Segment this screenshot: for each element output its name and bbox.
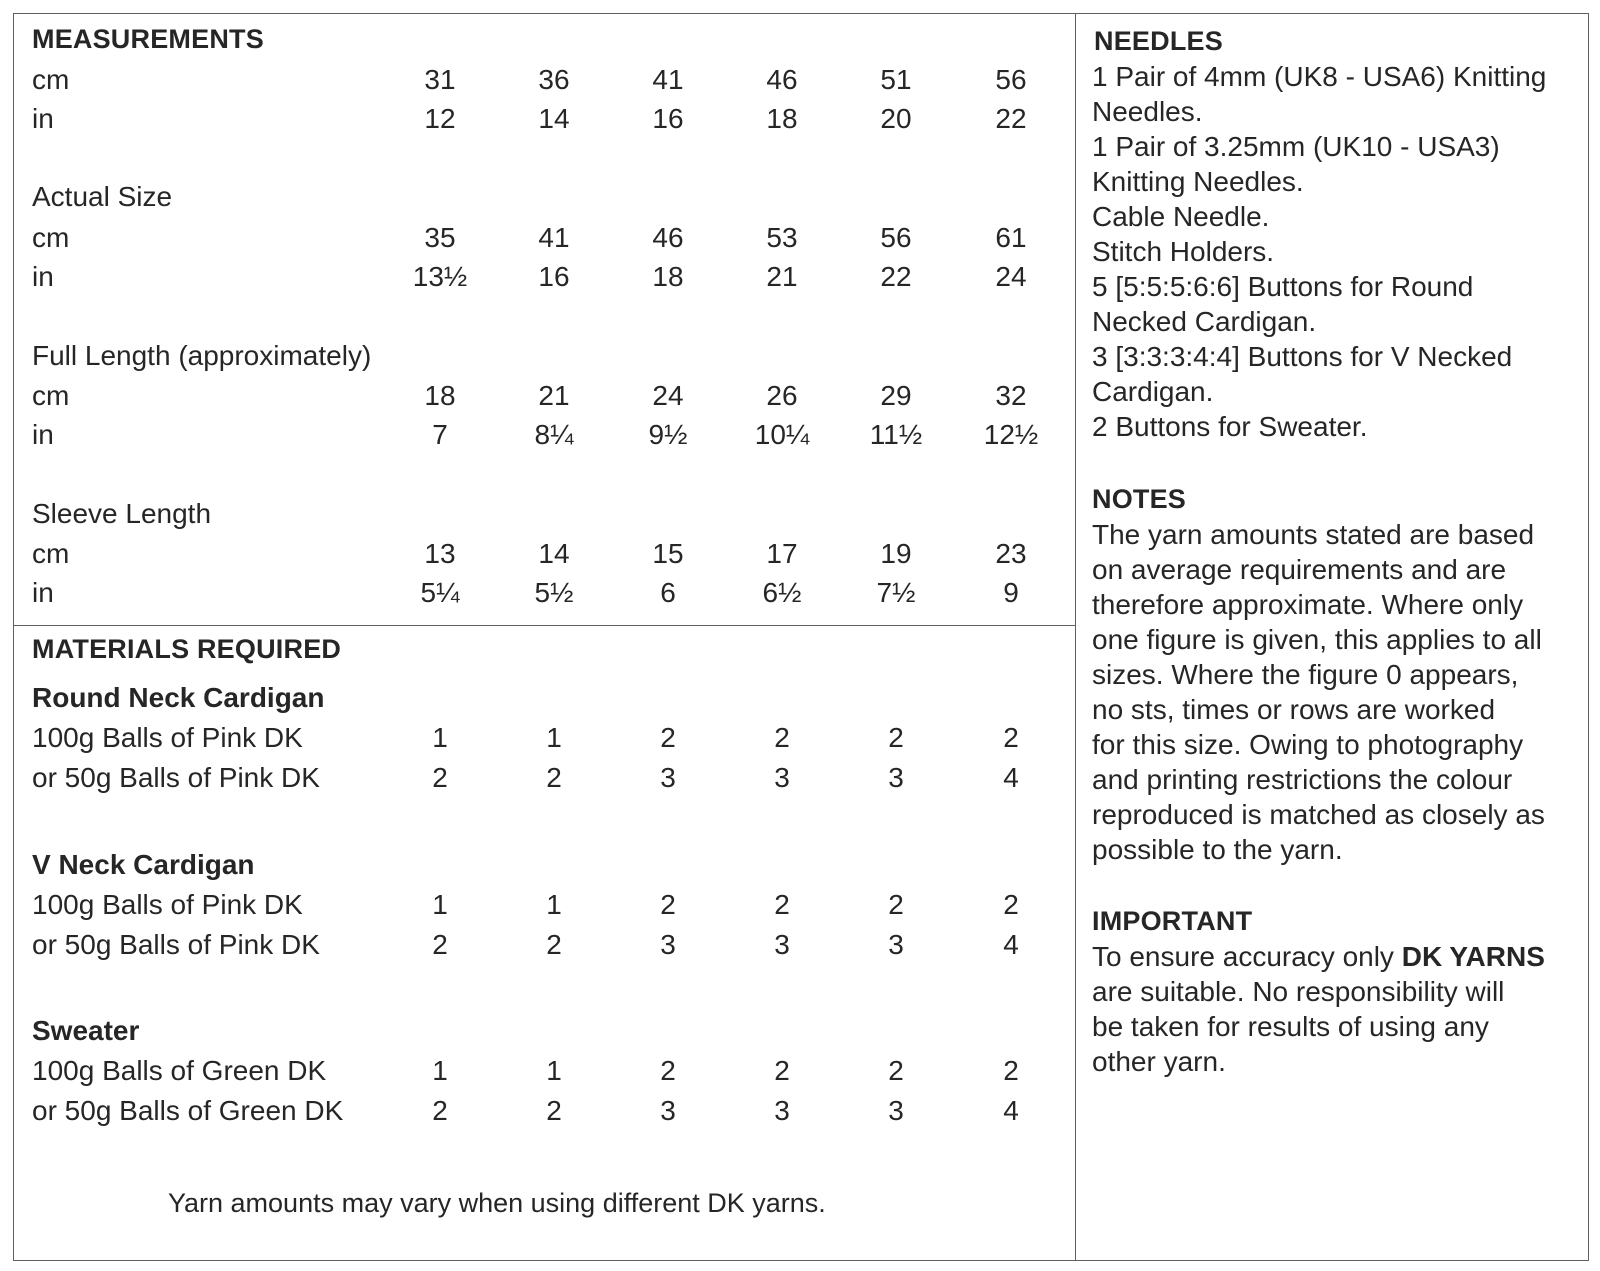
value-cell: 2	[432, 929, 448, 960]
needles-line: Needles.	[1092, 96, 1203, 127]
value-cell: 9½	[648, 419, 688, 450]
important-prefix: To ensure accuracy only	[1092, 941, 1402, 972]
value-cell: 16	[538, 261, 570, 292]
value-cell: 3	[660, 929, 676, 960]
value-cell: 7½	[876, 577, 916, 608]
value-cell: 18	[766, 103, 798, 134]
group-title-round-neck: Round Neck Cardigan	[32, 682, 325, 713]
value-cell: 12	[424, 103, 456, 134]
value-cell: 2	[1003, 889, 1019, 920]
important-heading: IMPORTANT	[1092, 906, 1253, 936]
needles-line: 5 [5:5:5:6:6] Buttons for Round	[1092, 271, 1474, 302]
value-cell: 16	[652, 103, 684, 134]
value-cell: 18	[424, 380, 456, 411]
section-divider	[13, 625, 1075, 626]
value-cell: 1	[432, 722, 448, 753]
value-cell: 2	[432, 1095, 448, 1126]
value-cell: 29	[880, 380, 912, 411]
needles-line: Necked Cardigan.	[1092, 306, 1317, 337]
value-cell: 6	[660, 577, 676, 608]
value-cell: 1	[546, 722, 562, 753]
notes-line: sizes. Where the figure 0 appears,	[1092, 659, 1519, 690]
row-label: or 50g Balls of Pink DK	[32, 929, 320, 960]
value-cell: 2	[660, 1055, 676, 1086]
important-line: be taken for results of using any	[1092, 1011, 1489, 1042]
value-cell: 21	[766, 261, 798, 292]
value-cell: 4	[1003, 1095, 1019, 1126]
materials-heading: MATERIALS REQUIRED	[32, 634, 342, 664]
value-cell: 14	[538, 538, 570, 569]
value-cell: 3	[888, 929, 904, 960]
value-cell: 1	[546, 889, 562, 920]
value-cell: 1	[546, 1055, 562, 1086]
value-cell: 2	[888, 1055, 904, 1086]
value-cell: 2	[546, 762, 562, 793]
row-label: in	[32, 103, 54, 134]
value-cell: 41	[652, 64, 684, 95]
value-cell: 3	[660, 762, 676, 793]
row-label: cm	[32, 380, 70, 411]
value-cell: 4	[1003, 929, 1019, 960]
value-cell: 2	[774, 722, 790, 753]
row-label: in	[32, 261, 54, 292]
group-title-sweater: Sweater	[32, 1015, 140, 1046]
value-cell: 2	[774, 1055, 790, 1086]
value-cell: 53	[766, 222, 798, 253]
value-cell: 6½	[762, 577, 802, 608]
notes-line: therefore approximate. Where only	[1092, 589, 1524, 620]
value-cell: 3	[774, 762, 790, 793]
value-cell: 46	[766, 64, 798, 95]
column-divider	[1075, 13, 1076, 1261]
needles-line: 2 Buttons for Sweater.	[1092, 411, 1368, 442]
important-line: are suitable. No responsibility will	[1092, 976, 1505, 1007]
value-cell: 35	[424, 222, 456, 253]
value-cell: 2	[888, 889, 904, 920]
notes-text	[1092, 517, 1592, 867]
value-cell: 3	[888, 1095, 904, 1126]
group-title-v-neck: V Neck Cardigan	[32, 849, 255, 880]
group-title-sleeve-length: Sleeve Length	[32, 498, 212, 529]
value-cell: 32	[995, 380, 1027, 411]
value-cell: 7	[432, 419, 448, 450]
value-cell: 1	[432, 1055, 448, 1086]
value-cell: 22	[880, 261, 912, 292]
value-cell: 2	[660, 889, 676, 920]
row-label: or 50g Balls of Green DK	[32, 1095, 344, 1126]
needles-line: Cable Needle.	[1092, 201, 1270, 232]
important-line: other yarn.	[1092, 1046, 1226, 1077]
notes-line: for this size. Owing to photography	[1092, 729, 1524, 760]
value-cell: 2	[546, 929, 562, 960]
dk-yarns-emphasis: DK YARNS	[1401, 941, 1545, 972]
value-cell: 15	[652, 538, 684, 569]
value-cell: 24	[995, 261, 1027, 292]
value-cell: 11½	[869, 419, 923, 450]
important-text	[1092, 939, 1592, 1079]
value-cell: 46	[652, 222, 684, 253]
value-cell: 2	[888, 722, 904, 753]
needles-line: 1 Pair of 3.25mm (UK10 - USA3)	[1092, 131, 1500, 162]
value-cell: 56	[995, 64, 1027, 95]
needles-line: Stitch Holders.	[1092, 236, 1275, 267]
value-cell: 8¼	[534, 419, 574, 450]
row-label: cm	[32, 538, 70, 569]
value-cell: 22	[995, 103, 1027, 134]
needles-list	[1092, 59, 1592, 444]
notes-line: reproduced is matched as closely as	[1092, 799, 1545, 830]
needles-line: Knitting Needles.	[1092, 166, 1304, 197]
row-label: or 50g Balls of Pink DK	[32, 762, 320, 793]
value-cell: 26	[766, 380, 798, 411]
row-label: in	[32, 419, 54, 450]
value-cell: 3	[888, 762, 904, 793]
value-cell: 56	[880, 222, 912, 253]
row-label: cm	[32, 64, 70, 95]
notes-heading: NOTES	[1092, 484, 1187, 514]
group-title-full-length: Full Length (approximately)	[32, 340, 372, 371]
value-cell: 3	[774, 929, 790, 960]
value-cell: 5¼	[420, 577, 460, 608]
value-cell: 18	[652, 261, 684, 292]
needles-line: Cardigan.	[1092, 376, 1214, 407]
value-cell: 17	[766, 538, 798, 569]
value-cell: 51	[880, 64, 912, 95]
value-cell: 20	[880, 103, 912, 134]
notes-line: one figure is given, this applies to all	[1092, 624, 1542, 655]
value-cell: 2	[1003, 722, 1019, 753]
notes-line: on average requirements and are	[1092, 554, 1507, 585]
row-label: in	[32, 577, 54, 608]
group-title-actual-size: Actual Size	[32, 181, 173, 212]
row-label: 100g Balls of Pink DK	[32, 722, 303, 753]
value-cell: 5½	[534, 577, 574, 608]
value-cell: 41	[538, 222, 570, 253]
value-cell: 2	[1003, 1055, 1019, 1086]
notes-line: The yarn amounts stated are based	[1092, 519, 1535, 550]
value-cell: 10¼	[754, 419, 810, 450]
value-cell: 2	[546, 1095, 562, 1126]
value-cell: 3	[774, 1095, 790, 1126]
value-cell: 14	[538, 103, 570, 134]
value-cell: 36	[538, 64, 570, 95]
notes-line: possible to the yarn.	[1092, 834, 1343, 865]
row-label: cm	[32, 222, 70, 253]
needles-heading: NEEDLES	[1094, 26, 1223, 56]
important-line	[1092, 939, 1592, 974]
row-label: 100g Balls of Green DK	[32, 1055, 327, 1086]
value-cell: 2	[774, 889, 790, 920]
value-cell: 2	[432, 762, 448, 793]
value-cell: 24	[652, 380, 684, 411]
value-cell: 21	[538, 380, 570, 411]
value-cell: 2	[660, 722, 676, 753]
row-label: 100g Balls of Pink DK	[32, 889, 303, 920]
measurements-heading: MEASUREMENTS	[32, 24, 264, 54]
value-cell: 1	[432, 889, 448, 920]
notes-line: no sts, times or rows are worked	[1092, 694, 1496, 725]
value-cell: 23	[995, 538, 1027, 569]
footer-note: Yarn amounts may vary when using different DK yarns.	[168, 1188, 826, 1218]
notes-line: and printing restrictions the colour	[1092, 764, 1513, 795]
value-cell: 3	[660, 1095, 676, 1126]
needles-line: 3 [3:3:3:4:4] Buttons for V Necked	[1092, 341, 1513, 372]
value-cell: 9	[1003, 577, 1019, 608]
value-cell: 13½	[412, 261, 468, 292]
value-cell: 31	[424, 64, 456, 95]
value-cell: 13	[424, 538, 456, 569]
value-cell: 12½	[983, 419, 1039, 450]
value-cell: 61	[995, 222, 1027, 253]
needles-line: 1 Pair of 4mm (UK8 - USA6) Knitting	[1092, 61, 1547, 92]
value-cell: 19	[880, 538, 912, 569]
value-cell: 4	[1003, 762, 1019, 793]
